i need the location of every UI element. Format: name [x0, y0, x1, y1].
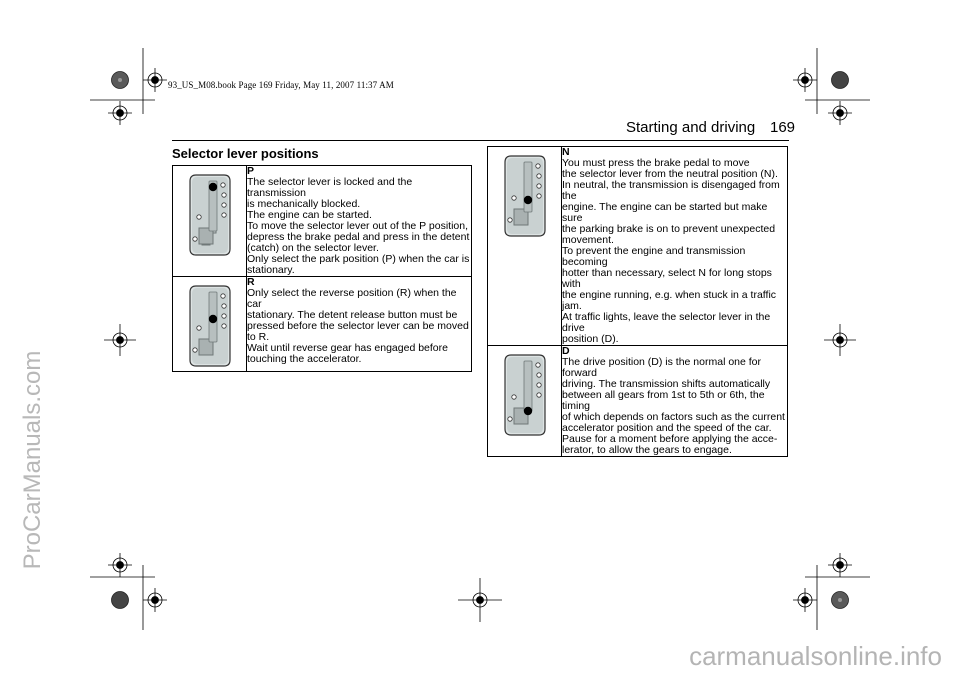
position-text-cell — [247, 277, 472, 372]
position-row-p — [173, 166, 472, 277]
position-text-cell — [247, 166, 472, 277]
bottom-watermark: carmanualsonline.info — [689, 641, 942, 671]
position-row-d — [488, 346, 788, 457]
position-row-n — [488, 147, 788, 346]
section-title: Selector lever positions — [172, 146, 319, 161]
position-letter: N — [562, 146, 570, 158]
left-watermark — [11, 240, 55, 680]
file-info-line: 93_US_M08.book Page 169 Friday, May 11, 2007 11:37 AM — [168, 80, 394, 90]
position-letter: R — [247, 276, 255, 288]
position-description: The selector lever is locked and the transmission is mechanically blocked. The engine can be started. To move the selector lever out of the P position, depress the brake pedal and press in the detent (catch) on the selector lever. Only select the park position (P) when the car is stationary. — [247, 176, 470, 276]
position-letter: P — [247, 165, 255, 177]
position-description: The drive position (D) is the normal one for forward driving. The transmission shifts automatically between all gears from 1st to 5th or 6th, the timing of which depends on factors such as the current accelerator position and the speed of the car. Pause for a moment before applying the acce- lerator, to allow the gears to engage. — [562, 356, 785, 456]
position-description: Only select the reverse position (R) when the car stationary. The detent release button must be pressed before the selector lever can be moved to R. Wait until reverse gear has engaged before touching the accelerator. — [247, 287, 469, 365]
page-number: 169 — [770, 119, 796, 136]
position-row-r — [173, 277, 472, 372]
position-text-cell — [562, 346, 788, 457]
lever-image-cell — [173, 277, 247, 372]
selector-lever-d-icon — [502, 353, 548, 437]
position-description: You must press the brake pedal to move the selector lever from the neutral position (N). In neutral, the transmission is disengaged from the engine. The engine can be started but make sure the parking brake is on to prevent unexpected movement. To prevent the engine and transmission becoming hotter than necessary, select N for long stops with the engine running, e.g. when stuck in a traffic jam. At traffic lights, leave the selector lever in the drive position (D). — [562, 157, 780, 345]
position-letter: D — [562, 345, 570, 357]
left-watermark-text: ProCarManuals.com — [19, 350, 46, 570]
position-text-cell — [562, 147, 788, 346]
selector-lever-p-icon — [187, 173, 233, 257]
selector-lever-n-icon — [502, 154, 548, 238]
selector-lever-r-icon — [187, 284, 233, 368]
lever-image-cell — [488, 346, 562, 457]
lever-image-cell — [488, 147, 562, 346]
positions-table-right — [487, 146, 788, 457]
section-header: Starting and driving — [626, 119, 756, 136]
positions-table-left — [172, 165, 472, 372]
header-rule — [172, 140, 789, 141]
lever-image-cell — [173, 166, 247, 277]
